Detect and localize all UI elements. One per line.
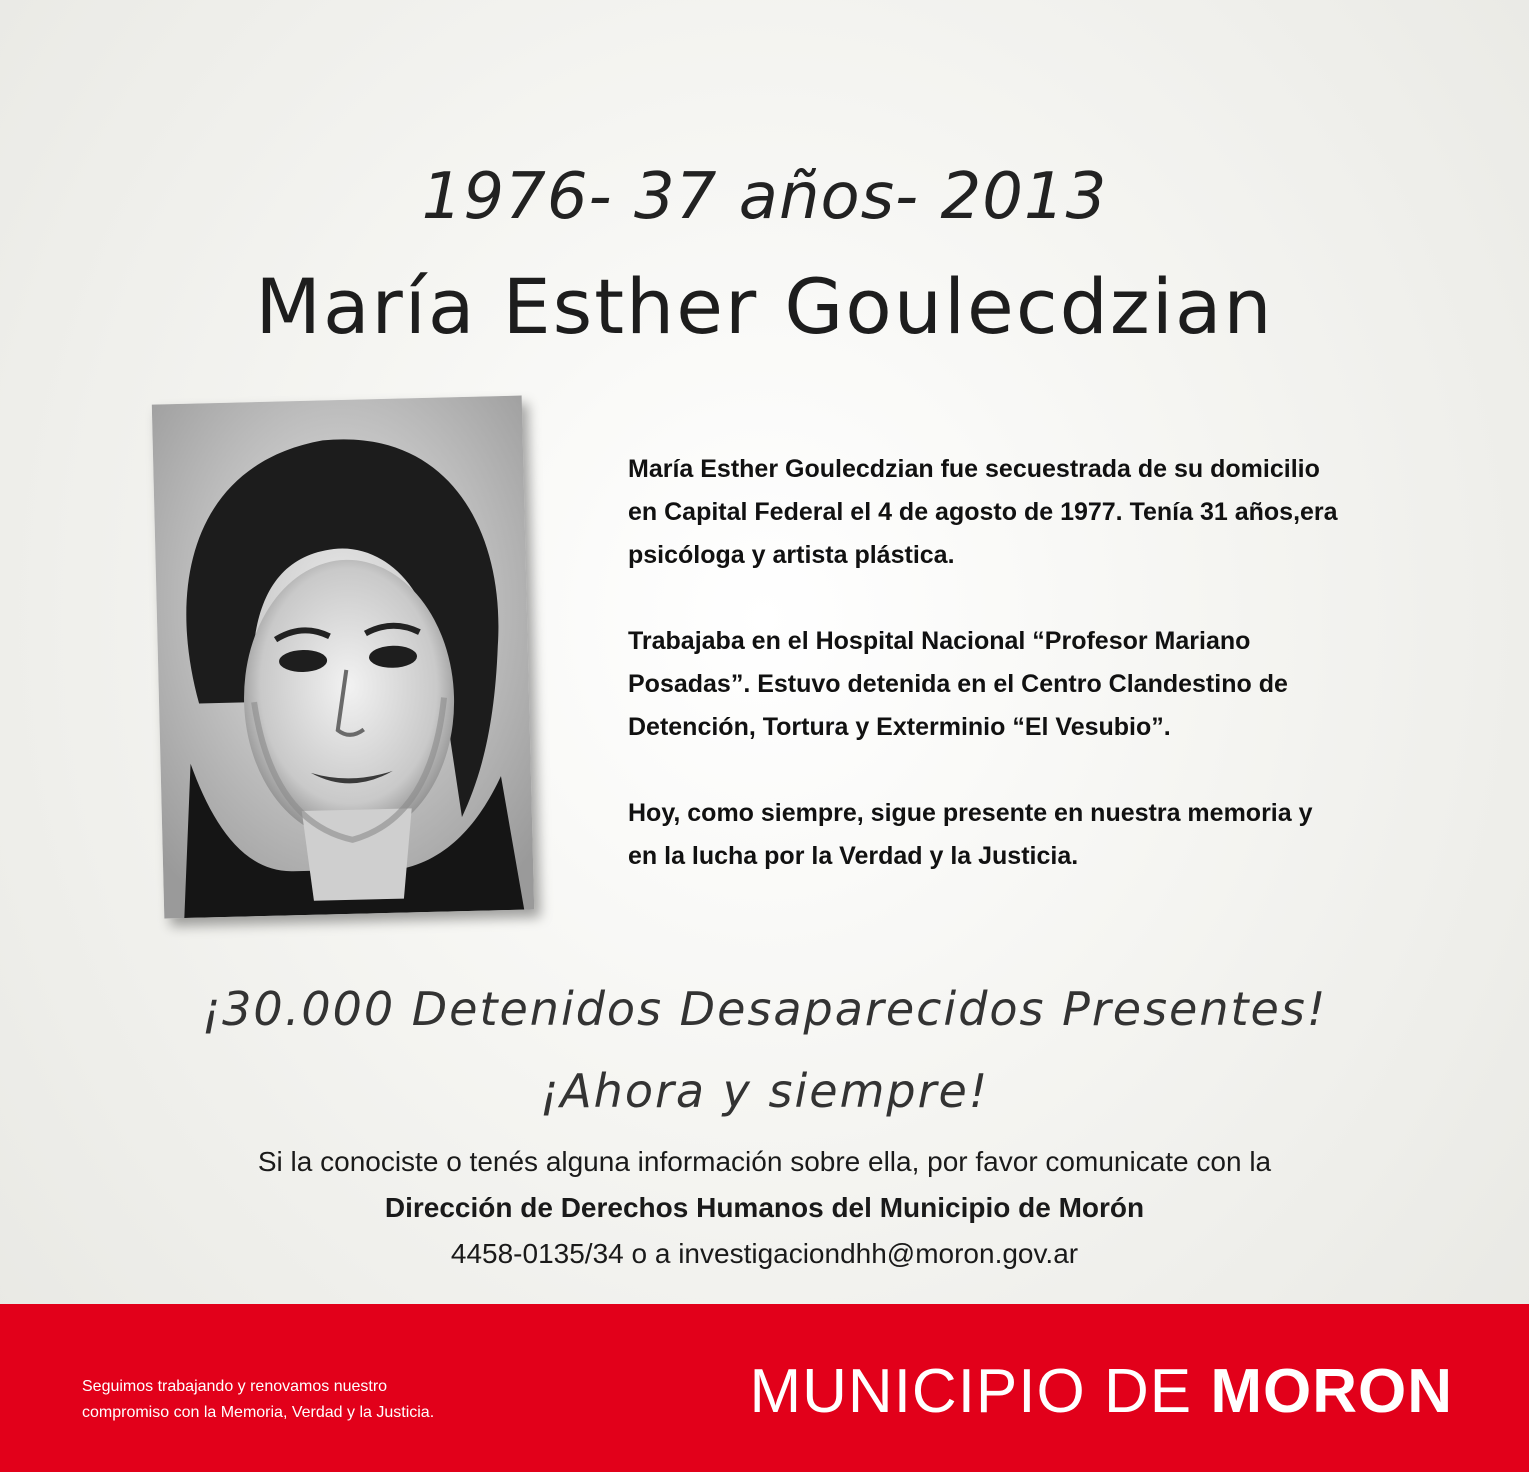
contact-details: 4458-0135/34 o a investigaciondhh@moron.gov.ar — [450, 1238, 1079, 1269]
brand-light-text: MUNICIPIO DE — [749, 1357, 1193, 1426]
portrait-photo — [152, 396, 534, 919]
memorial-years: 1976- 37 años- 2013 — [421, 160, 1108, 234]
person-name-title: María Esther Goulecdzian — [255, 262, 1274, 351]
portrait-image — [152, 396, 534, 919]
footer-banner — [0, 1304, 1529, 1472]
bio-paragraph-2: Trabajaba en el Hospital Nacional “Profesor Mariano Posadas”. Estuvo detenida en el Centro Clandestino de Detención, Tortura y Exterminio “El Vesubio”. — [628, 627, 1288, 741]
footer-tagline-line-2: compromiso con la Memoria, Verdad y la Justicia. — [82, 1404, 435, 1421]
contact-office: Dirección de Derechos Humanos del Municipio de Morón — [384, 1192, 1145, 1223]
slogan-line-1: ¡30.000 Detenidos Desaparecidos Presentes! — [201, 982, 1328, 1036]
brand-bold-text: MORON — [1210, 1357, 1453, 1426]
bio-paragraph-1: María Esther Goulecdzian fue secuestrada de su domicilio en Capital Federal el 4 de agosto de 1977. Tenía 31 años,era psicóloga y artista plástica. — [628, 455, 1338, 569]
footer-tagline — [82, 1374, 502, 1426]
slogan-line-2: ¡Ahora y siempre! — [539, 1064, 990, 1118]
footer-tagline-line-1: Seguimos trabajando y renovamos nuestro — [82, 1378, 388, 1395]
municipality-logo-text — [750, 1356, 1453, 1427]
bio-paragraph-3: Hoy, como siempre, sigue presente en nuestra memoria y en la lucha por la Verdad y la Justicia. — [628, 799, 1313, 870]
contact-intro: Si la conociste o tenés alguna información sobre ella, por favor comunicate con la — [257, 1146, 1272, 1177]
biography-text — [628, 448, 1348, 921]
